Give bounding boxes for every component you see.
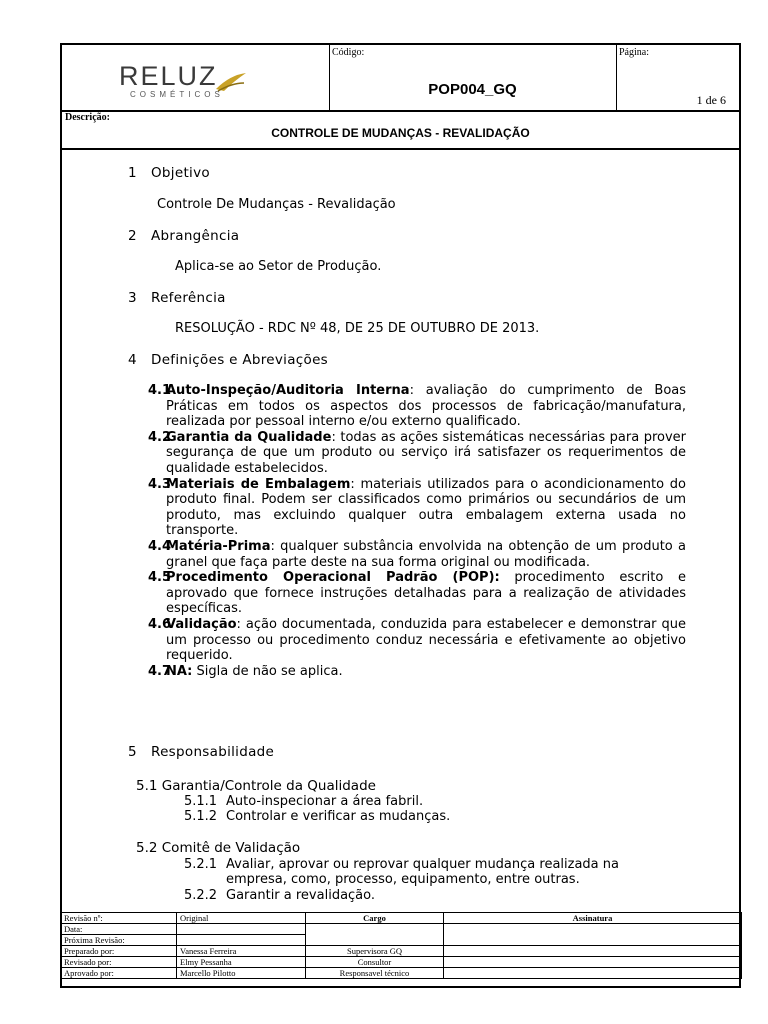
subsection-5-2-heading: 5.2 Comitê de Validação — [136, 840, 301, 856]
page-label: Página: — [619, 47, 649, 58]
section-3-heading: 3 Referência — [128, 290, 226, 306]
definition-item: 4.4 Matéria-Prima: qualquer substância envolvida na obtenção de um produto a granel que faça parte deste na sua forma original ou modificada. — [148, 538, 686, 570]
section-5-heading: 5 Responsabilidade — [128, 744, 275, 760]
section-1-text: Controle De Mudanças - Revalidação — [157, 197, 396, 212]
next-revision-label: Próxima Revisão: — [61, 935, 177, 946]
list-item: 5.1.2 Controlar e verificar as mudanças. — [184, 809, 451, 824]
table-row — [61, 968, 742, 979]
reviewed-by-label: Revisado por: — [61, 957, 177, 968]
section-4-heading: 4 Definições e Abreviações — [128, 352, 329, 368]
table-row — [61, 946, 742, 957]
table-row — [61, 957, 742, 968]
definition-item: 4.1 Auto-Inspeção/Auditoria Interna: avaliação do cumprimento de Boas Práticas em todos os aspectos dos processos de fabricação/manufatura, realizada por pessoal interno e/ou externo qualificado. — [148, 383, 687, 430]
approved-by-label: Aprovado por: — [61, 968, 177, 979]
revision-table — [60, 912, 742, 979]
date-label: Data: — [61, 924, 177, 935]
document-title: CONTROLE DE MUDANÇAS - REVALIDAÇÃO — [271, 126, 530, 140]
description-label: Descrição: — [65, 112, 110, 123]
header-row — [62, 45, 739, 112]
reviewed-by-signature — [444, 957, 742, 968]
document-code: POP004_GQ — [428, 81, 517, 98]
reviewed-by-name: Elmy Pessanha — [177, 957, 306, 968]
page-number: 1 de 6 — [696, 93, 726, 107]
definitions-list — [148, 383, 686, 679]
prepared-by-role: Supervisora GQ — [306, 946, 444, 957]
subsection-5-1-heading: 5.1 Garantia/Controle da Qualidade — [136, 778, 376, 794]
role-header: Cargo — [306, 913, 444, 924]
logo-cell — [62, 45, 330, 110]
definition-item: 4.2 Garantia da Qualidade: todas as ações sistemáticas necessárias para prover segurança de que um produto ou serviço irá satisfazer os requerimentos de qualidade estabelecidos. — [148, 429, 686, 476]
approved-by-signature — [444, 968, 742, 979]
next-revision-value — [177, 935, 306, 946]
definition-item: 4.5 Procedimento Operacional Padrão (POP): procedimento escrito e aprovado que fornece instruções detalhadas para a realização de atividades específicas. — [148, 570, 686, 617]
section-1-heading: 1 Objetivo — [128, 165, 210, 181]
date-value — [177, 924, 306, 935]
section-3-text: RESOLUÇÃO - RDC Nº 48, DE 25 DE OUTUBRO DE 2013. — [175, 321, 540, 336]
code-cell — [329, 45, 617, 110]
approved-by-role: Responsavel técnico — [306, 968, 444, 979]
list-item: 5.2.2 Garantir a revalidação. — [184, 888, 376, 903]
revision-label: Revisão nº: — [61, 913, 177, 924]
table-row — [61, 924, 742, 935]
description-row — [62, 110, 739, 150]
definition-item: 4.3 Materiais de Embalagem: materiais utilizados para o acondicionamento do produto final. Podem ser classificados como primários ou secundários de um produto, mas excluindo qualquer outra embalagem externa usada no transporte. — [148, 476, 686, 539]
company-logo: RELUZ — [119, 61, 218, 91]
section-2-heading: 2 Abrangência — [128, 228, 240, 244]
list-item: 5.2.1 Avaliar, aprovar ou reprovar qualquer mudança realizada na — [184, 857, 619, 872]
revision-value: Original — [177, 913, 306, 924]
list-item: 5.1.1 Auto-inspecionar a área fabril. — [184, 794, 424, 809]
role-cell — [306, 924, 444, 946]
signature-cell — [444, 924, 742, 946]
page-cell — [616, 45, 739, 110]
section-2-text: Aplica-se ao Setor de Produção. — [175, 259, 382, 274]
code-label: Código: — [332, 47, 365, 58]
approved-by-name: Marcello Pilotto — [177, 968, 306, 979]
logo-subtitle: COSMÉTICOS — [130, 90, 224, 99]
prepared-by-signature — [444, 946, 742, 957]
definition-item: 4.7 NA: Sigla de não se aplica. — [148, 663, 343, 679]
prepared-by-name: Vanessa Ferreira — [177, 946, 306, 957]
prepared-by-label: Preparado por: — [61, 946, 177, 957]
list-item-continuation: empresa, como, processo, equipamento, entre outras. — [226, 872, 580, 887]
table-row — [61, 913, 742, 924]
signature-header: Assinatura — [444, 913, 742, 924]
definition-item: 4.6 Validação: ação documentada, conduzida para estabelecer e demonstrar que um processo ou procedimento conduz necessária e efetivamente ao objetivo requerido. — [148, 616, 686, 664]
reviewed-by-role: Consultor — [306, 957, 444, 968]
